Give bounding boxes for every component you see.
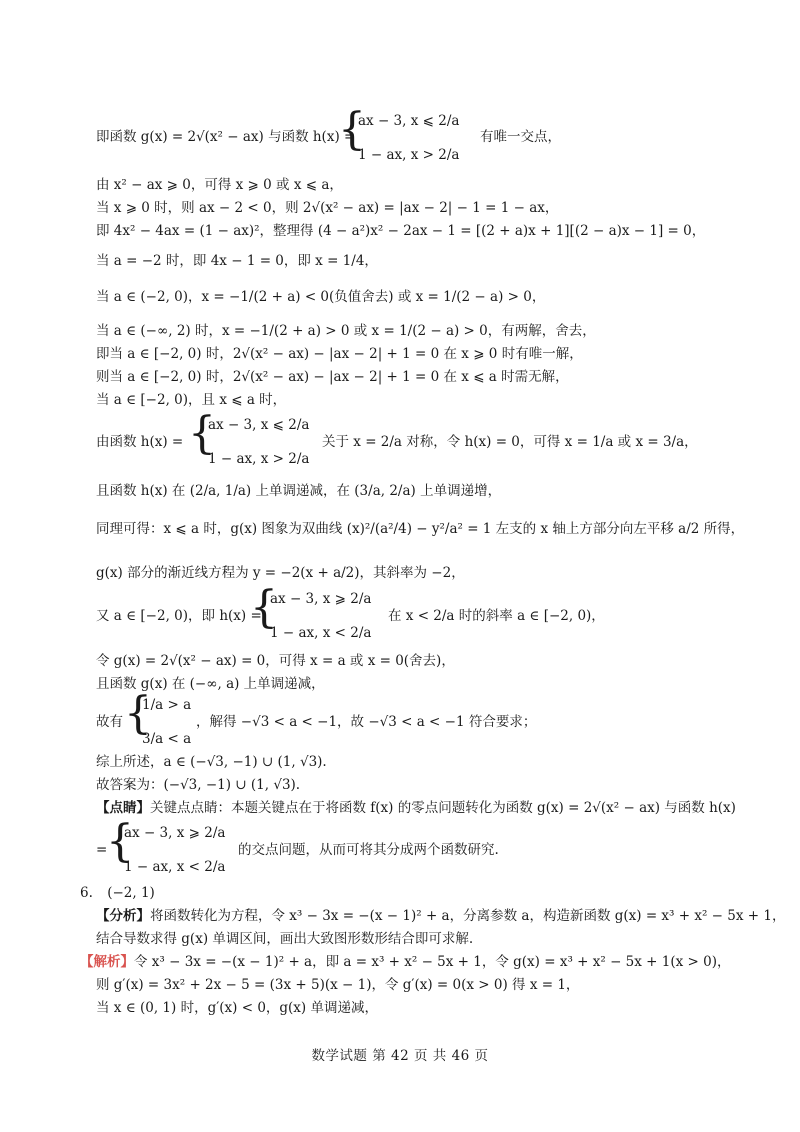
text-line: 令 g(x) = 2√(x² − ax) = 0，可得 x = a 或 x = 0(舍去)，: [96, 653, 455, 669]
text-line: 则当 a ∈ [−2, 0) 时，2√(x² − ax) − |ax − 2| + 1 = 0 在 x ⩽ a 时需无解，: [96, 369, 569, 385]
text-line: 即当 a ∈ [−2, 0) 时，2√(x² − ax) − |ax − 2| + 1 = 0 在 x ⩾ 0 时有唯一解，: [96, 346, 583, 362]
text-span: 关键点点睛：本题关键点在于将函数 f(x) 的零点问题转化为函数 g(x) = 2√(x² − ax) 与函数 h(x): [150, 800, 736, 816]
text-line: 又 a ∈ [−2, 0)，即 h(x) =: [96, 608, 262, 624]
question-answer: (−2, 1): [107, 885, 155, 901]
text-line: g(x) 部分的渐近线方程为 y = −2(x + a/2)，其斜率为 −2，: [96, 565, 465, 581]
left-brace-glyph: {: [250, 582, 278, 633]
text-line: [96, 907, 786, 925]
text-line: 同理可得：x ⩽ a 时，g(x) 图象为双曲线 (x)²/(a²/4) − y²/a² = 1 左支的 x 轴上方部分向左平移 a/2 所得，: [96, 521, 745, 537]
text-line: 则 g′(x) = 3x² + 2x − 5 = (3x + 5)(x − 1)，令 g′(x) = 0(x > 0) 得 x = 1，: [96, 977, 580, 993]
piecewise-case: 1 − ax, x < 2/a: [270, 625, 372, 641]
text-span: 在 x < 2/a 时的斜率 a ∈ [−2, 0)，: [388, 608, 605, 624]
text-span: 即函数 g(x) = 2√(x² − ax) 与函数 h(x) =: [96, 129, 356, 145]
piecewise-case: ax − 3, x ⩽ 2/a: [358, 113, 460, 129]
piecewise-case: ax − 3, x ⩾ 2/a: [124, 825, 226, 841]
section-tag: 【点睛】: [96, 800, 150, 816]
system-case: 3/a < a: [142, 731, 192, 747]
piecewise-case: 1 − ax, x > 2/a: [208, 451, 310, 467]
question-number-row: [80, 884, 155, 902]
text-line: 由函数 h(x) =: [96, 434, 184, 450]
text-line: 即 4x² − 4ax = (1 − ax)²，整理得 (4 − a²)x² − 2ax − 1 = [(2 + a)x + 1][(2 − a)x − 1] = 0，: [96, 223, 706, 239]
text-line: [80, 953, 760, 971]
section-tag: 【分析】: [96, 908, 150, 924]
system-case: 1/a > a: [142, 697, 192, 713]
left-brace-glyph: {: [338, 104, 366, 155]
text-line: 故答案为：(−√3, −1) ∪ (1, √3).: [96, 777, 301, 793]
text-line: [96, 128, 760, 146]
text-span: 的交点问题，从而可将其分成两个函数研究.: [238, 842, 499, 858]
text-line: =: [96, 842, 108, 858]
text-line: 当 a ∈ (−∞, 2) 时，x = −1/(2 + a) > 0 或 x = 1/(2 − a) > 0，有两解，舍去，: [96, 323, 596, 339]
left-brace-glyph: {: [188, 408, 216, 459]
text-line: 综上所述，a ∈ (−√3, −1) ∪ (1, √3).: [96, 754, 327, 770]
text-span: 关于 x = 2/a 对称，令 h(x) = 0，可得 x = 1/a 或 x = 3/a，: [322, 434, 698, 450]
piecewise-case: 1 − ax, x > 2/a: [358, 147, 460, 163]
text-span: ，解得 −√3 < a < −1，故 −√3 < a < −1 符合要求；: [196, 714, 537, 730]
text-line: 故有: [96, 714, 123, 730]
text-span: 令 x³ − 3x = −(x − 1)² + a，即 a = x³ + x² − 5x + 1，令 g(x) = x³ + x² − 5x + 1(x > 0)，: [134, 954, 731, 970]
left-brace-glyph: {: [106, 816, 134, 867]
piecewise-case: 1 − ax, x < 2/a: [124, 859, 226, 875]
text-line: 当 a ∈ (−2, 0)，x = −1/(2 + a) < 0(负值舍去) 或 x = 1/(2 − a) > 0，: [96, 289, 546, 305]
text-line: [96, 799, 760, 817]
text-line: 当 a = −2 时，即 4x − 1 = 0，即 x = 1/4，: [96, 253, 378, 269]
text-line: 且函数 g(x) 在 (−∞, a) 上单调递减，: [96, 676, 325, 692]
text-line: 且函数 h(x) 在 (2/a, 1/a) 上单调递减，在 (3/a, 2/a) 上单调递增，: [96, 483, 502, 499]
piecewise-case: ax − 3, x ⩽ 2/a: [208, 417, 310, 433]
text-line: 当 x ∈ (0, 1) 时，g′(x) < 0，g(x) 单调递减，: [96, 1000, 378, 1016]
text-line: 由 x² − ax ⩾ 0，可得 x ⩾ 0 或 x ⩽ a，: [96, 177, 343, 193]
page-footer: 数学试题 第 42 页 共 46 页: [311, 1048, 489, 1064]
text-span: 将函数转化为方程，令 x³ − 3x = −(x − 1)² + a，分离参数 a，构造新函数 g(x) = x³ + x² − 5x + 1，: [150, 908, 786, 924]
piecewise-case: ax − 3, x ⩾ 2/a: [270, 591, 372, 607]
text-line: 当 x ⩾ 0 时，则 ax − 2 < 0，则 2√(x² − ax) = |ax − 2| − 1 = 1 − ax，: [96, 200, 559, 216]
analysis-tag: 【解析】: [80, 954, 134, 970]
question-number: 6.: [80, 885, 93, 901]
left-brace-glyph: {: [124, 688, 152, 739]
text-line: 当 a ∈ [−2, 0)，且 x ⩽ a 时，: [96, 392, 287, 408]
text-line: 结合导数求得 g(x) 单调区间，画出大致图形数形结合即可求解.: [96, 931, 474, 947]
text-span: 有唯一交点，: [480, 129, 561, 145]
